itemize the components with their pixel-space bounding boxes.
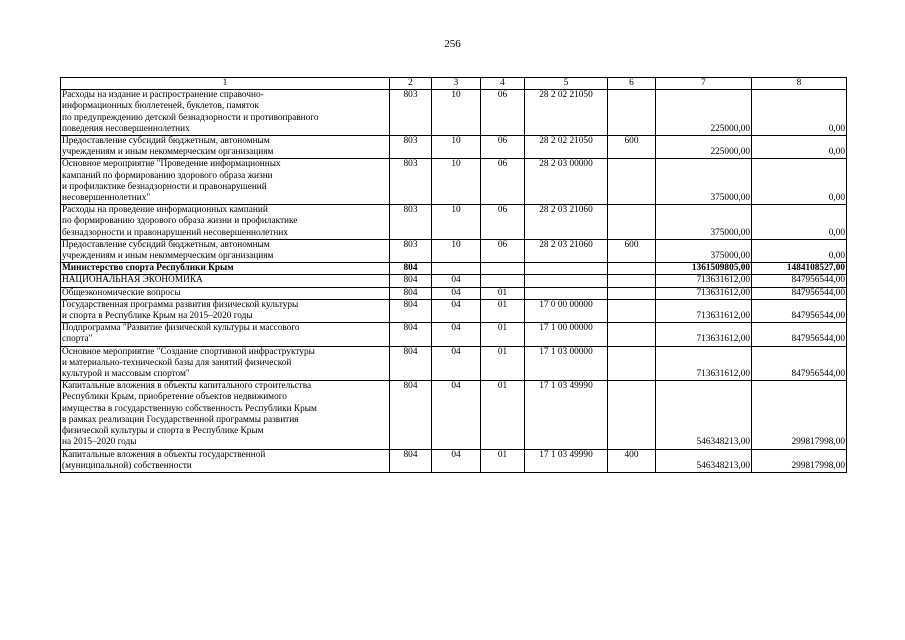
target-article-cell	[525, 275, 608, 287]
row-name-cell	[61, 287, 390, 299]
row-name-text: НАЦИОНАЛЬНАЯ ЭКОНОМИКА	[62, 275, 203, 286]
row-name-cell	[61, 205, 390, 240]
amount-year2-cell: 847956544,00	[752, 346, 847, 381]
chapter-code-cell: 803	[390, 239, 432, 262]
row-name-text: Министерство спорта Республики Крым	[62, 263, 234, 274]
section-cell: 04	[432, 299, 481, 322]
amount-year2-cell: 0,00	[752, 159, 847, 205]
target-article-cell: 17 1 00 00000	[525, 323, 608, 346]
subsection-cell	[481, 275, 525, 287]
row-name-cell	[61, 299, 390, 322]
amount-year2-cell: 0,00	[752, 90, 847, 136]
target-article-cell: 17 0 00 00000	[525, 299, 608, 322]
row-name-text: Подпрограмма "Развитие физической культуры и массового спорта"	[62, 323, 300, 345]
table-row	[61, 323, 847, 346]
target-article-cell: 28 2 03 21060	[525, 205, 608, 240]
amount-year1-cell: 375000,00	[656, 159, 752, 205]
subsection-cell: 06	[481, 90, 525, 136]
column-header: 2	[390, 78, 432, 90]
amount-year1-cell: 546348213,00	[656, 381, 752, 449]
row-name-text: Расходы на издание и распространение справочно- информационных бюллетеней, буклетов, памяток по предупреждению детской безнадзорности и противоправного поведения несовершеннолетних	[62, 90, 319, 134]
target-article-cell: 17 1 03 00000	[525, 346, 608, 381]
target-article-cell: 28 2 03 00000	[525, 159, 608, 205]
target-article-cell: 28 2 03 21060	[525, 239, 608, 262]
column-header: 6	[608, 78, 656, 90]
table-row	[61, 275, 847, 287]
expense-type-cell	[608, 287, 656, 299]
amount-year1-cell: 225000,00	[656, 136, 752, 159]
row-name-text: Предоставление субсидий бюджетным, автономным учреждениям и иным некоммерческим организациям	[62, 136, 274, 158]
expense-type-cell	[608, 346, 656, 381]
chapter-code-cell: 804	[390, 323, 432, 346]
subsection-cell: 01	[481, 299, 525, 322]
row-name-text: Предоставление субсидий бюджетным, автономным учреждениям и иным некоммерческим организациям	[62, 239, 274, 262]
row-name-cell	[61, 239, 390, 262]
expense-type-cell: 600	[608, 239, 656, 262]
subsection-cell: 06	[481, 136, 525, 159]
expense-type-cell	[608, 299, 656, 322]
subsection-cell: 01	[481, 346, 525, 381]
amount-year1-cell: 225000,00	[656, 90, 752, 136]
amount-year2-cell: 847956544,00	[752, 323, 847, 346]
chapter-code-cell: 803	[390, 159, 432, 205]
section-cell: 04	[432, 346, 481, 381]
expense-type-cell: 400	[608, 449, 656, 472]
subsection-cell	[481, 263, 525, 275]
amount-year1-cell: 1361509805,00	[656, 263, 752, 275]
column-header: 1	[61, 78, 390, 90]
subsection-cell: 06	[481, 159, 525, 205]
section-cell: 10	[432, 136, 481, 159]
target-article-cell	[525, 287, 608, 299]
chapter-code-cell: 804	[390, 275, 432, 287]
amount-year2-cell: 0,00	[752, 205, 847, 240]
target-article-cell: 17 1 03 49990	[525, 449, 608, 472]
table-row	[61, 90, 847, 136]
section-cell: 04	[432, 275, 481, 287]
amount-year2-cell: 299817998,00	[752, 381, 847, 449]
expense-type-cell	[608, 275, 656, 287]
row-name-cell	[61, 323, 390, 346]
expense-type-cell	[608, 381, 656, 449]
header-row	[61, 78, 847, 90]
target-article-cell	[525, 263, 608, 275]
section-cell	[432, 263, 481, 275]
row-name-cell	[61, 346, 390, 381]
table-row	[61, 263, 847, 275]
section-cell: 10	[432, 159, 481, 205]
chapter-code-cell: 803	[390, 90, 432, 136]
expense-type-cell: 600	[608, 136, 656, 159]
amount-year2-cell: 847956544,00	[752, 287, 847, 299]
chapter-code-cell: 804	[390, 263, 432, 275]
row-name-cell	[61, 449, 390, 472]
table-row	[61, 239, 847, 262]
chapter-code-cell: 804	[390, 449, 432, 472]
row-name-cell	[61, 136, 390, 159]
section-cell: 04	[432, 449, 481, 472]
target-article-cell: 28 2 02 21050	[525, 136, 608, 159]
amount-year1-cell: 713631612,00	[656, 275, 752, 287]
subsection-cell: 06	[481, 239, 525, 262]
expense-type-cell	[608, 205, 656, 240]
amount-year2-cell: 0,00	[752, 239, 847, 262]
row-name-cell	[61, 263, 390, 275]
section-cell: 04	[432, 287, 481, 299]
section-cell: 04	[432, 323, 481, 346]
chapter-code-cell: 804	[390, 299, 432, 322]
row-name-text: Капитальные вложения в объекты капитального строительства Республики Крым, приобретение объектов недвижимого имущества в государственную собственность Республики Крым в рамках реализации Государственной программы развития физической культуры и спорта в Республике Крым на 2015–2020 годы	[62, 381, 317, 448]
row-name-cell	[61, 381, 390, 449]
amount-year2-cell: 847956544,00	[752, 275, 847, 287]
expense-type-cell	[608, 263, 656, 275]
row-name-text: Основное мероприятие "Создание спортивной инфраструктуры и материально-технической базы для занятий физической культурой и массовым спортом"	[62, 346, 315, 380]
page-number: 256	[444, 38, 461, 50]
row-name-text: Расходы на проведение информационных кампаний по формированию здорового образа жизни и профилактике безнадзорности и правонарушений несовершеннолетних	[62, 205, 298, 238]
budget-table	[60, 77, 847, 473]
row-name-text: Государственная программа развития физической культуры и спорта в Республике Крым на 2015–2020 годы	[62, 299, 299, 322]
subsection-cell: 01	[481, 287, 525, 299]
chapter-code-cell: 804	[390, 287, 432, 299]
amount-year1-cell: 375000,00	[656, 239, 752, 262]
amount-year2-cell: 847956544,00	[752, 299, 847, 322]
target-article-cell: 28 2 02 21050	[525, 90, 608, 136]
column-header: 8	[752, 78, 847, 90]
amount-year1-cell: 713631612,00	[656, 299, 752, 322]
table-row	[61, 381, 847, 449]
row-name-cell	[61, 159, 390, 205]
amount-year2-cell: 0,00	[752, 136, 847, 159]
section-cell: 04	[432, 381, 481, 449]
subsection-cell: 01	[481, 323, 525, 346]
chapter-code-cell: 803	[390, 205, 432, 240]
expense-type-cell	[608, 90, 656, 136]
table-row	[61, 136, 847, 159]
row-name-text: Капитальные вложения в объекты государственной (муниципальной) собственности	[62, 449, 266, 471]
section-cell: 10	[432, 205, 481, 240]
column-header: 4	[481, 78, 525, 90]
table-row	[61, 299, 847, 322]
table-row	[61, 449, 847, 472]
table-row	[61, 205, 847, 240]
amount-year1-cell: 713631612,00	[656, 323, 752, 346]
row-name-cell	[61, 275, 390, 287]
amount-year1-cell: 375000,00	[656, 205, 752, 240]
table-row	[61, 287, 847, 299]
section-cell: 10	[432, 239, 481, 262]
chapter-code-cell: 803	[390, 136, 432, 159]
target-article-cell: 17 1 03 49990	[525, 381, 608, 449]
amount-year2-cell: 299817998,00	[752, 449, 847, 472]
chapter-code-cell: 804	[390, 346, 432, 381]
subsection-cell: 01	[481, 381, 525, 449]
subsection-cell: 01	[481, 449, 525, 472]
row-name-text: Общеэкономические вопросы	[62, 287, 181, 298]
column-header: 5	[525, 78, 608, 90]
row-name-cell	[61, 90, 390, 136]
subsection-cell: 06	[481, 205, 525, 240]
column-header: 7	[656, 78, 752, 90]
table-body	[61, 90, 847, 473]
amount-year2-cell: 1484108527,00	[752, 263, 847, 275]
expense-type-cell	[608, 323, 656, 346]
chapter-code-cell: 804	[390, 381, 432, 449]
table-row	[61, 346, 847, 381]
column-header: 3	[432, 78, 481, 90]
amount-year1-cell: 713631612,00	[656, 287, 752, 299]
amount-year1-cell: 713631612,00	[656, 346, 752, 381]
section-cell: 10	[432, 90, 481, 136]
expense-type-cell	[608, 159, 656, 205]
amount-year1-cell: 546348213,00	[656, 449, 752, 472]
table-row	[61, 159, 847, 205]
row-name-text: Основное мероприятие "Проведение информационных кампаний по формированию здорового образа жизни и профилактике безнадзорности и правонарушений несовершеннолетних"	[62, 159, 281, 204]
